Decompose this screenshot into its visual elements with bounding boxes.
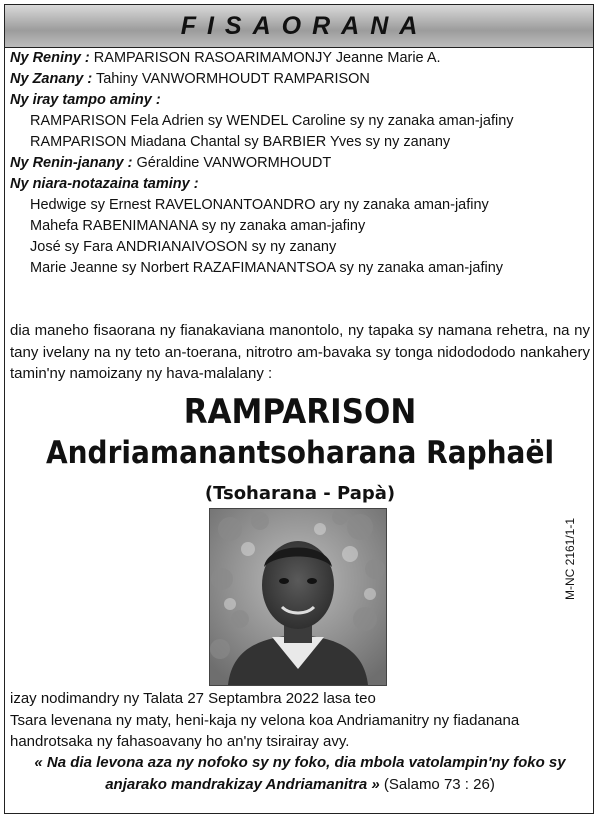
deceased-nickname: (Tsoharana - Papà): [204, 483, 396, 504]
siblings-label: Ny iray tampo aminy :: [10, 92, 161, 108]
deceased-surname: RAMPARISON: [183, 392, 417, 432]
relatives-label: Ny niara-notazaina taminy :: [10, 176, 199, 192]
relative-entry: José sy Fara ANDRIANAIVOSON sy ny zanany: [30, 239, 337, 255]
sibling-entry: RAMPARISON Miadana Chantal sy BARBIER Yves sy ny zanany: [30, 134, 451, 150]
reference-code: M-NC 2161/1-1: [563, 517, 577, 600]
mother-value: RAMPARISON RASOARIMAMONJY Jeanne Marie A.: [93, 50, 441, 66]
banner-title: FISAORANA: [180, 11, 429, 40]
sibling-entry: RAMPARISON Fela Adrien sy WENDEL Caroline sy ny zanaka aman-jafiny: [30, 113, 514, 129]
siblings-heading: [10, 90, 590, 111]
funeral-notice: Tsara levenana ny maty, heni-kaja ny velona koa Andriamanitry ny fiadanana handrotsaka ny fahasoavany ho an'ny tsirairay avy.: [10, 711, 520, 750]
grandmother-value: Géraldine VANWORMHOUDT: [136, 155, 332, 171]
relatives-heading: [10, 174, 590, 195]
relative-entry: Hedwige sy Ernest RAVELONANTOANDRO ary ny zanaka aman-jafiny: [30, 197, 489, 213]
mother-label: Ny Reniny :: [10, 50, 90, 66]
verse-text: « Na dia levona aza ny nofoko sy ny foko, dia mbola vatolampin'ny foko sy anjarako mandrakizay Andriamanitra »: [34, 754, 566, 793]
bible-verse: [10, 752, 590, 796]
grandmother-label: Ny Renin-janany :: [10, 155, 133, 171]
mother-line: [10, 48, 590, 69]
relative-entry: Mahefa RABENIMANANA sy ny zanaka aman-jafiny: [30, 218, 366, 234]
portrait-photo: [209, 508, 387, 686]
banner: [5, 5, 593, 48]
deceased-given-names: Andriamanantsoharana Raphaël: [45, 434, 555, 471]
children-line: [10, 69, 590, 90]
verse-source: (Salamo 73 : 26): [383, 776, 495, 793]
portrait-image: [210, 509, 386, 685]
thanks-paragraph: dia maneho fisaorana ny fianakaviana manontolo, ny tapaka sy namana rehetra, na ny tany ivelany na ny teto an-toerana, nitrotro am-bavaka sy tonga nidodododo nankahery tamin'ny namoizany ny hava-malalany :: [10, 322, 590, 382]
death-notice: izay nodimandry ny Talata 27 Septambra 2022 lasa teo: [10, 690, 376, 707]
grandmother-line: [10, 153, 590, 174]
family-list: [10, 48, 590, 279]
notice-text: [10, 688, 590, 753]
relative-entry: Marie Jeanne sy Norbert RAZAFIMANANTSOA sy ny zanaka aman-jafiny: [30, 260, 504, 276]
children-value: Tahiny VANWORMHOUDT RAMPARISON: [95, 71, 370, 87]
children-label: Ny Zanany :: [10, 71, 93, 87]
